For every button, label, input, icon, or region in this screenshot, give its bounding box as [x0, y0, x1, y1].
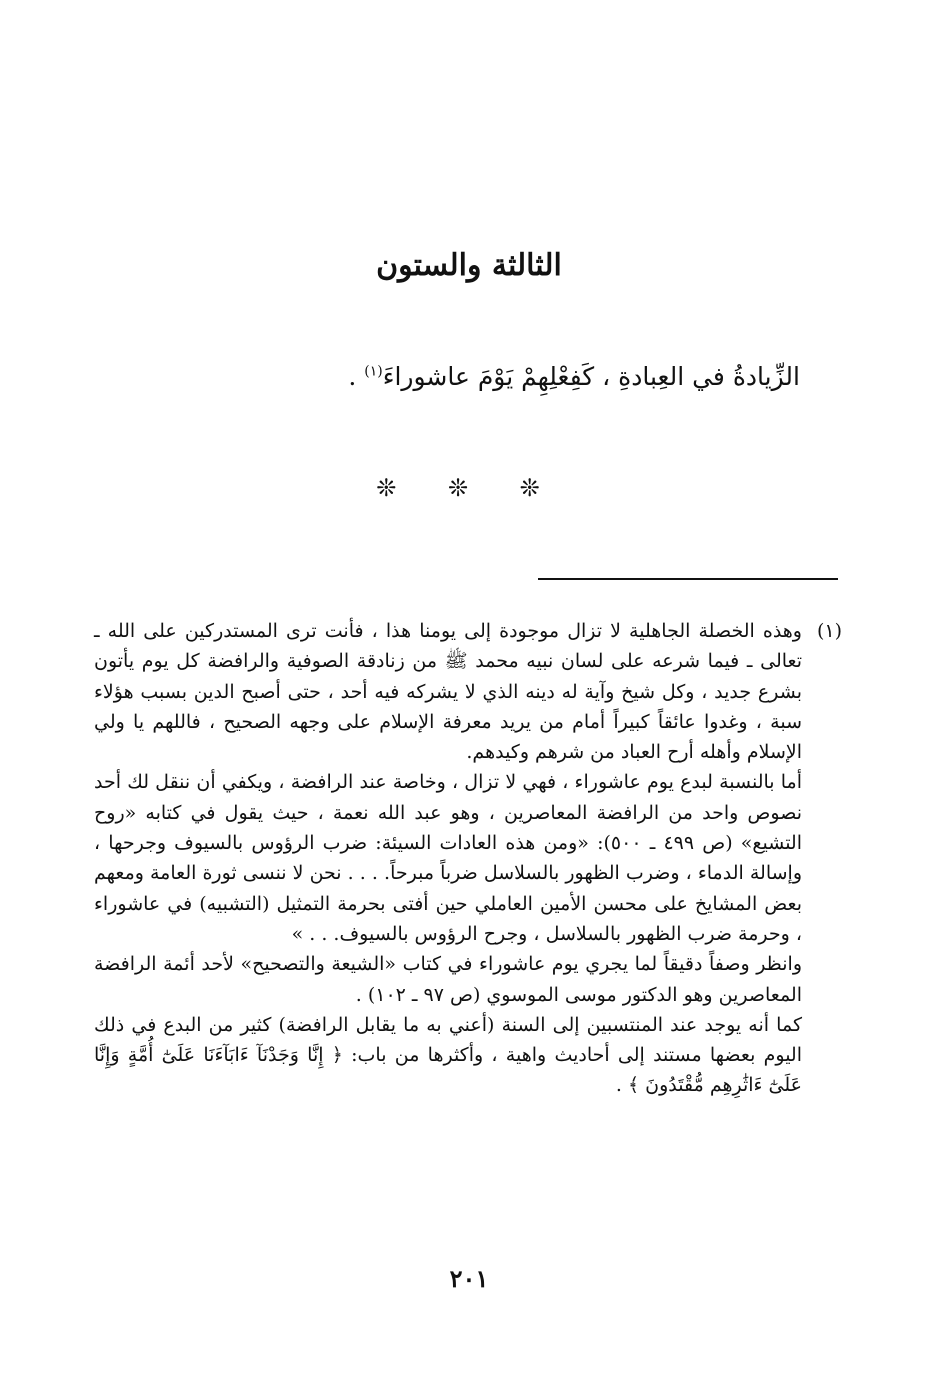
footnote-paragraph: أما بالنسبة لبدع يوم عاشوراء ، فهي لا تزال ، وخاصة عند الرافضة ، ويكفي أن ننقل لك أحد نصوص واحد من الرافضة المعاصرين ، وهو عبد الله نعمة ، حيث يقول في كتابه «روح التشيع» (ص ٤٩٩ ـ ٥٠٠): «ومن هذه العادات السيئة: ضرب الرؤوس بالسيوف وجرحها ، وإسالة الدماء ، وضرب الظهور بالسلاسل ضرباً مبرحاً. . . . نحن لا ننسى ثورة العامة ومعهم بعض المشايخ على محسن الأمين العاملي حين أفتى بحرمة التمثيل (التشبيه) في عاشوراء ، وحرمة ضرب الظهور بالسلاسل ، وجرح الرؤوس بالسيوف. . . »: [94, 771, 802, 945]
main-statement-text: الزِّيادةُ في العِبادةِ ، كَفِعْلِهِمْ يَوْمَ عاشوراءَ: [382, 362, 800, 391]
footnote-paragraph: كما أنه يوجد عند المنتسبين إلى السنة (أعني به ما يقابل الرافضة) كثير من البدع في ذلك اليوم بعضها مستند إلى أحاديث واهية ، وأكثرها من باب: ﴿ إِنَّا وَجَدْنَآ ءَابَآءَنَا عَلَىٰٓ أُمَّةٍ وَإِنَّا عَلَىٰٓ ءَاثَٰرِهِم مُّقْتَدُونَ ﴾ .: [94, 1013, 802, 1097]
footnote-marker: (١): [816, 620, 842, 642]
main-statement-end: .: [348, 362, 365, 391]
footnote-paragraph: وهذه الخصلة الجاهلية لا تزال موجودة إلى يومنا هذا ، فأنت ترى المستدركين على الله ـ تعالى ـ فيما شرعه على لسان نبيه محمد ﷺ من زنادقة الصوفية والرافضة كل يوم يأتون بشرع جديد ، وكل شيخ وآية له دينه الذي لا يشركه فيه أحد ، حتى أصبح الدين بسبب هؤلاء سبة ، وغدوا عائقاً كبيراً أمام من يريد معرفة الإسلام على وجهه الصحيح ، فاللهم يا ولي الإسلام وأهله أرح العباد من شرهم وكيدهم.: [94, 620, 802, 764]
page-number: ٢٠١: [449, 1264, 489, 1293]
footnote-rule: [538, 578, 838, 580]
footnote-paragraph: وانظر وصفاً دقيقاً لما يجري يوم عاشوراء في كتاب «الشيعة والتصحيح» لأحد أئمة الرافضة المعاصرين وهو الدكتور موسى الموسوي (ص ٩٧ ـ ١٠٢) .: [94, 953, 802, 1006]
chapter-title: الثالثة والستون: [376, 248, 562, 283]
footnote-body: [94, 616, 802, 1101]
ornament-separator: ❊ ❊ ❊: [376, 474, 562, 502]
main-statement: [100, 362, 800, 391]
footnote-reference: (١): [364, 363, 383, 380]
